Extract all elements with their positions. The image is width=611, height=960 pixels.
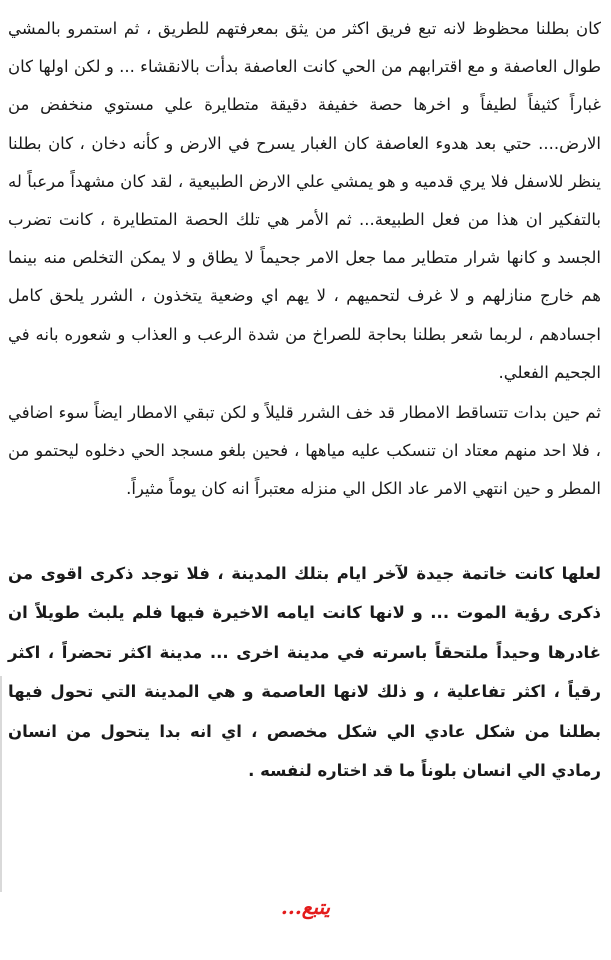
to-be-continued-label: يتبع... [280, 895, 331, 919]
paragraph-storm: كان بطلنا محظوظ لانه تبع فريق اكثر من يثق بمعرفتهم للطريق ، ثم استمرو بالمشي طوال العاصفة و مع اقترابهم من الحي كانت العاصفة بدأت بالانقشاء ... و لكن اولها كان غباراً كثيفاً لطيفاً و اخرها حصة خفيفة دقيقة متطايرة علي مستوي منخفض من الارض.... حتي بعد هدوء العاصفة كان الغبار يسرح في الارض و كأنه دخان ، كان بطلنا ينظر للاسفل فلا يري قدميه و هو يمشي علي الارض الطبيعية ، لقد كان مشهداً مرعباً له بالتفكير ان هذا من فعل الطبيعة... ثم الأمر هي تلك الحصة المتطايرة ، كانت تضرب الجسد و كانها شرار متطاير مما جعل الامر جحيماً لا يطاق و لا يمكن التخلص منه بينما هم خارج منازلهم و لا غرف لتحميهم ، لا يهم اي وضعية يتخذون ، الشرر يلحق كامل اجسادهم ، لربما شعر بطلنا بحاجة للصراخ من شدة الرعب و العذاب و شعوره بانه في الجحيم الفعلي. [8, 19, 601, 382]
left-margin-rule [0, 676, 2, 892]
paragraph-rain: ثم حين بدات تتساقط الامطار قد خف الشرر قليلاً و لكن تبقي الامطار ايضاً سوء اضافي ، فلا احد منهم معتاد ان تنسكب عليه مياهها ، فحين بلغو مسجد الحي دخلوه ليحتمو من المطر و حين انتهي الامر عاد الكل الي منزله معتبراً انه كان يوماً مثيراً. [8, 403, 601, 499]
paragraph-ending: لعلها كانت خاتمة جيدة لآخر ايام بتلك المدينة ، فلا توجد ذكرى اقوى من ذكرى رؤية الموت ... و لانها كانت ايامه الاخيرة فيها فلم يلبث طويلاً ان غادرها وحيداً ملتحقاً باسرته في مدينة اخرى ... مدينة اكثر تحضراً ، اكثر رقياً ، اكثر تفاعلية ، و ذلك لانها العاصمة و هي المدينة التي تحول فيها بطلنا من شكل عادي الي شكل مخصص ، اي انه بدا يتحول من انسان رمادي الي انسان بلوناً ما قد اختاره لنفسه . [8, 564, 601, 781]
